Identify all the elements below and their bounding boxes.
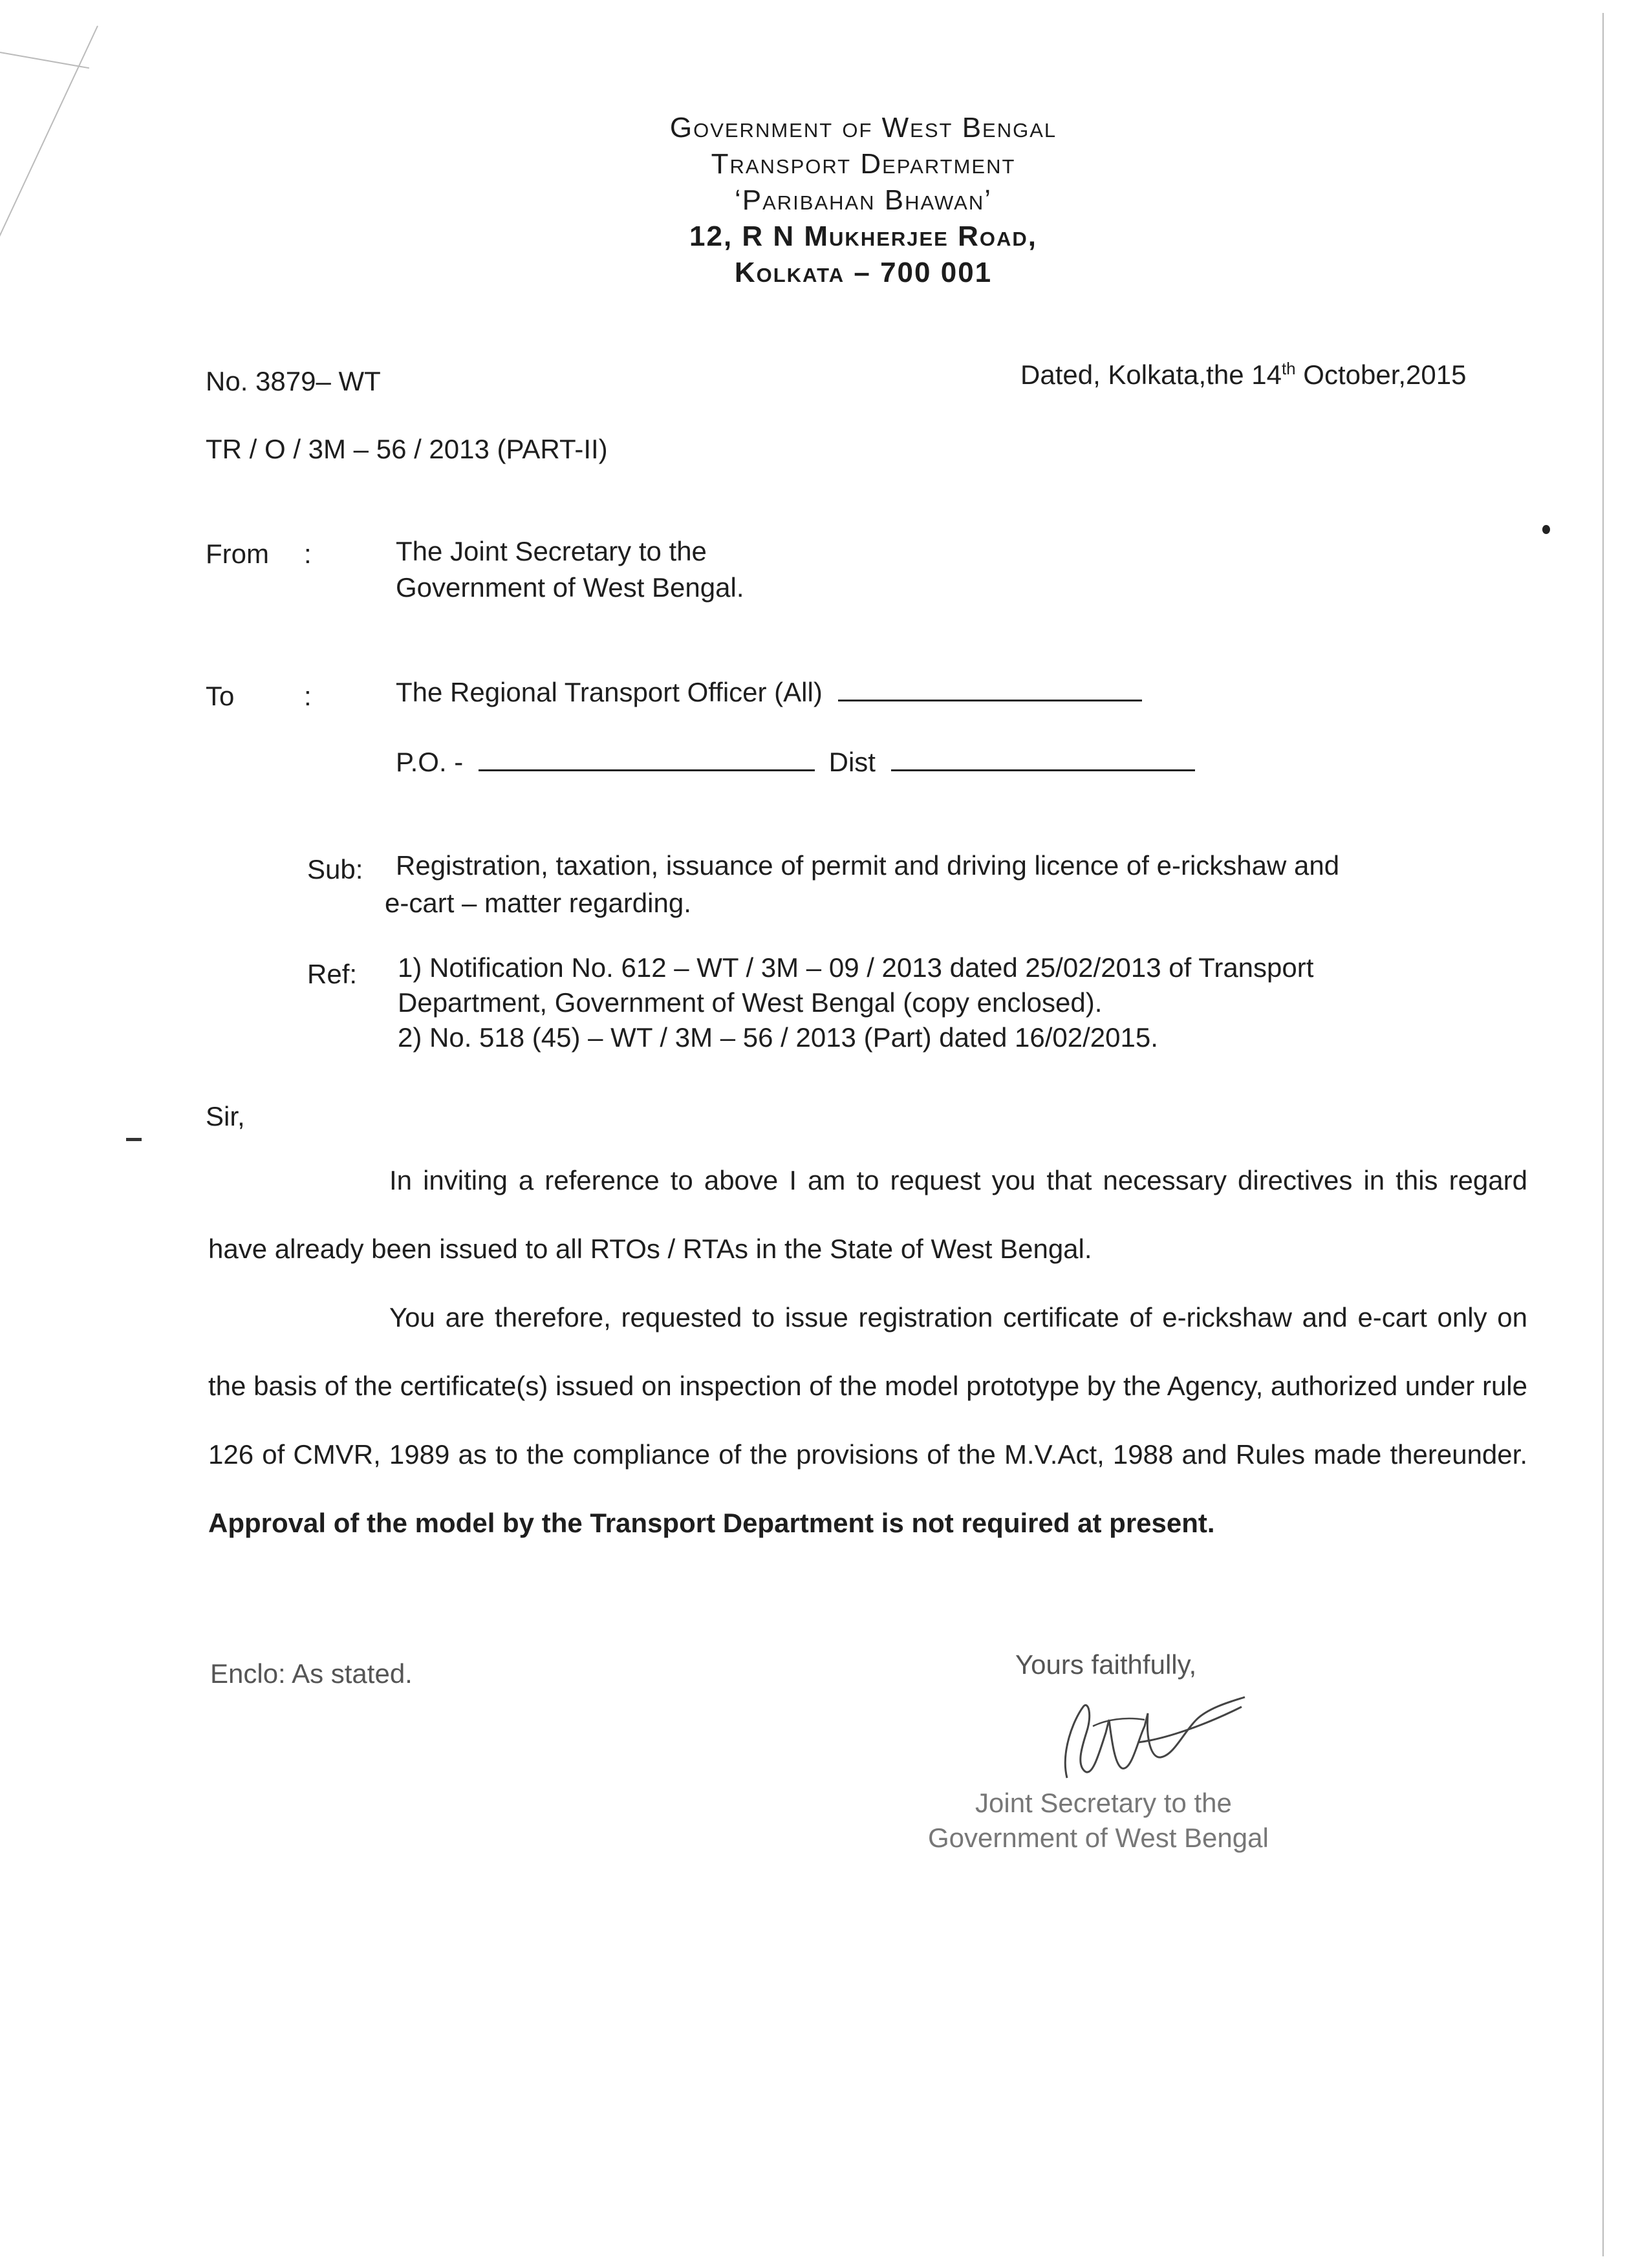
dist-label: Dist	[828, 747, 876, 777]
subject-line2: e-cart – matter regarding.	[385, 888, 691, 918]
memo-date-sup: th	[1281, 359, 1296, 378]
signatory-line1: Joint Secretary to the	[975, 1788, 1232, 1818]
subject-label: Sub:	[307, 854, 363, 884]
to-colon: :	[304, 681, 312, 711]
scan-mark	[1542, 525, 1550, 534]
file-reference: TR / O / 3M – 56 / 2013 (PART-II)	[206, 434, 608, 464]
memo-date-suffix: October,2015	[1295, 359, 1467, 390]
letterhead	[0, 110, 1649, 291]
dist-blank-line	[891, 747, 1195, 771]
reference-line3: 2) No. 518 (45) – WT / 3M – 56 / 2013 (Part) dated 16/02/2015.	[398, 1022, 1158, 1053]
to-blank-line	[838, 678, 1142, 701]
from-line2: Government of West Bengal.	[396, 572, 744, 603]
letterhead-city: Kolkata – 700 001	[734, 257, 993, 288]
subject-line1: Registration, taxation, issuance of permit and driving licence of e-rickshaw and	[396, 850, 1340, 881]
reference-label: Ref:	[307, 959, 358, 989]
handwritten-signature	[1048, 1681, 1255, 1791]
body-paragraph-2-text: You are therefore, requested to issue registration certificate of e-rickshaw and e-cart only on the basis of the certificate(s) issued on inspection of the model prototype by the Agency, authorized under rule 126 of CMVR, 1989 as to the compliance of the provisions of the M.V.Act, 1988 and Rules made thereunder.	[208, 1302, 1527, 1470]
body-paragraph-1	[208, 1146, 1527, 1283]
enclosure-note: Enclo: As stated.	[210, 1658, 413, 1689]
memo-date	[1020, 358, 1467, 392]
to-line1	[396, 675, 1142, 710]
body-paragraph-2-bold: Approval of the model by the Transport Department is not required at present.	[208, 1508, 1215, 1538]
scan-mark	[126, 1138, 142, 1141]
body-paragraph-1-text: In inviting a reference to above I am to request you that necessary directives in this regard have already been issued to all RTOs / RTAs in the State of West Bengal.	[208, 1165, 1527, 1264]
po-label: P.O. -	[396, 747, 464, 777]
letterhead-government: Government of West Bengal	[669, 112, 1057, 144]
reference-line1: 1) Notification No. 612 – WT / 3M – 09 / 2013 dated 25/02/2013 of Transport	[398, 952, 1314, 983]
memo-date-prefix: Dated, Kolkata,the 14	[1020, 359, 1282, 390]
to-label: To	[206, 681, 235, 711]
letterhead-building: ‘Paribahan Bhawan’	[734, 184, 993, 216]
po-blank-line	[479, 747, 815, 771]
letterhead-street: 12, R N Mukherjee Road,	[689, 220, 1037, 252]
from-colon: :	[304, 539, 312, 569]
from-line1: The Joint Secretary to the	[396, 536, 707, 566]
signatory-line2: Government of West Bengal	[928, 1823, 1269, 1853]
body-paragraph-2	[208, 1283, 1527, 1557]
closing: Yours faithfully,	[1015, 1649, 1197, 1680]
reference-line2: Department, Government of West Bengal (copy enclosed).	[398, 987, 1103, 1018]
to-address-line	[396, 745, 1195, 780]
salutation: Sir,	[206, 1101, 245, 1131]
memo-number: No. 3879– WT	[206, 366, 381, 396]
scan-edge-mark	[0, 52, 89, 69]
letterhead-department: Transport Department	[711, 148, 1016, 180]
from-label: From	[206, 539, 269, 569]
scan-edge-line	[1602, 13, 1604, 2256]
to-addressee: The Regional Transport Officer (All)	[396, 677, 823, 707]
